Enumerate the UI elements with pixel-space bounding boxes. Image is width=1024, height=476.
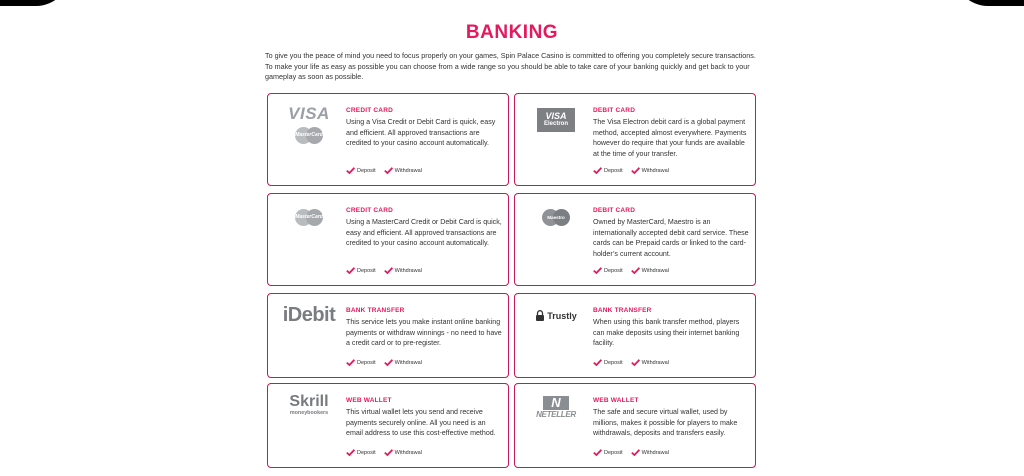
- moneybookers-logo-text: moneybookers: [289, 410, 329, 416]
- card-title: WEB WALLET: [346, 397, 392, 404]
- payment-card-trustly[interactable]: [514, 293, 756, 378]
- top-corner-right: [954, 0, 1024, 6]
- card-options: [593, 449, 669, 456]
- payment-card-neteller[interactable]: [514, 383, 756, 468]
- trustly-logo-text: Trustly: [547, 310, 577, 321]
- withdrawal-label: Withdrawal: [641, 449, 669, 456]
- withdrawal-label: Withdrawal: [641, 167, 669, 174]
- deposit-label: Deposit: [357, 359, 376, 366]
- card-options: [346, 449, 422, 456]
- withdrawal-option: [631, 359, 669, 366]
- checkmark-icon: [593, 359, 602, 366]
- withdrawal-option: [384, 449, 422, 456]
- deposit-label: Deposit: [604, 267, 623, 274]
- card-title: WEB WALLET: [593, 397, 639, 404]
- neteller-logo-text: NETELLER: [536, 410, 576, 419]
- checkmark-icon: [631, 359, 640, 366]
- deposit-label: Deposit: [357, 167, 376, 174]
- card-title: DEBIT CARD: [593, 107, 636, 114]
- deposit-option: [593, 267, 623, 274]
- deposit-option: [346, 449, 376, 456]
- visa-electron-logo: [523, 102, 589, 160]
- withdrawal-label: Withdrawal: [394, 359, 422, 366]
- deposit-option: [346, 167, 376, 174]
- card-options: [346, 267, 422, 274]
- withdrawal-label: Withdrawal: [394, 167, 422, 174]
- withdrawal-option: [631, 449, 669, 456]
- deposit-option: [346, 359, 376, 366]
- electron-logo-text: Electron: [543, 121, 568, 127]
- withdrawal-label: Withdrawal: [641, 359, 669, 366]
- card-options: [593, 267, 669, 274]
- card-options: [593, 359, 669, 366]
- withdrawal-option: [384, 167, 422, 174]
- card-title: BANK TRANSFER: [346, 307, 405, 314]
- deposit-label: Deposit: [357, 449, 376, 456]
- deposit-label: Deposit: [604, 359, 623, 366]
- payment-card-maestro[interactable]: [514, 193, 756, 286]
- card-description: Owned by MasterCard, Maestro is an internationally accepted debit card service. These cards can be Prepaid cards or linked to the card-holder’s current account.: [593, 218, 749, 258]
- card-options: [346, 359, 422, 366]
- withdrawal-label: Withdrawal: [394, 449, 422, 456]
- deposit-option: [593, 449, 623, 456]
- card-options: [346, 167, 422, 174]
- idebit-logo: [276, 302, 342, 360]
- withdrawal-option: [384, 267, 422, 274]
- top-corner-left: [0, 0, 70, 6]
- withdrawal-option: [631, 167, 669, 174]
- mastercard-logo-text: MasterCard: [295, 214, 323, 220]
- skrill-logo: [276, 392, 342, 450]
- checkmark-icon: [384, 267, 393, 274]
- deposit-option: [346, 267, 376, 274]
- deposit-option: [593, 167, 623, 174]
- card-title: CREDIT CARD: [346, 107, 393, 114]
- card-options: [593, 167, 669, 174]
- deposit-label: Deposit: [357, 267, 376, 274]
- card-description: When using this bank transfer method, players can make deposits using their internet banking facility.: [593, 318, 740, 348]
- checkmark-icon: [593, 167, 602, 174]
- card-description: This virtual wallet lets you send and receive payments securely online. All you need is an email address to use this cost-effective method.: [346, 408, 496, 438]
- maestro-logo-text: Maestro: [547, 214, 565, 220]
- withdrawal-label: Withdrawal: [641, 267, 669, 274]
- checkmark-icon: [384, 449, 393, 456]
- checkmark-icon: [384, 167, 393, 174]
- checkmark-icon: [593, 267, 602, 274]
- payment-card-idebit[interactable]: [267, 293, 509, 378]
- checkmark-icon: [631, 167, 640, 174]
- visa-mastercard-logo: [276, 102, 342, 160]
- payment-card-visa-electron[interactable]: [514, 93, 756, 186]
- card-title: BANK TRANSFER: [593, 307, 652, 314]
- maestro-logo: [523, 202, 589, 260]
- card-title: CREDIT CARD: [346, 207, 393, 214]
- checkmark-icon: [631, 267, 640, 274]
- page-title: BANKING: [465, 22, 559, 43]
- idebit-logo-text: iDebit: [282, 304, 336, 326]
- checkmark-icon: [384, 359, 393, 366]
- deposit-label: Deposit: [604, 449, 623, 456]
- payment-card-mastercard[interactable]: [267, 193, 509, 286]
- trustly-logo: [523, 302, 589, 360]
- neteller-n-mark: N: [543, 396, 569, 410]
- skrill-logo-text: Skrill: [289, 393, 329, 410]
- withdrawal-option: [384, 359, 422, 366]
- mastercard-logo-text: MasterCard: [295, 132, 323, 138]
- withdrawal-option: [631, 267, 669, 274]
- checkmark-icon: [346, 267, 355, 274]
- mastercard-circles: [295, 127, 323, 144]
- checkmark-icon: [346, 449, 355, 456]
- mastercard-logo: [276, 202, 342, 260]
- card-description: Using a Visa Credit or Debit Card is quick, easy and efficient. All approved transactions are credited to your casino account automatically.: [346, 118, 496, 148]
- lock-icon: [535, 310, 545, 321]
- checkmark-icon: [346, 167, 355, 174]
- card-description: The Visa Electron debit card is a global payment method, accepted almost everywhere. Payments however do require that your funds are available at the time of your transfer.: [593, 118, 747, 158]
- payment-card-skrill[interactable]: [267, 383, 509, 468]
- checkmark-icon: [346, 359, 355, 366]
- card-description: This service lets you make instant online banking payments or withdraw winnings - no need to have a credit card or to pre-register.: [346, 318, 502, 348]
- card-description: Using a MasterCard Credit or Debit Card is quick, easy and efficient. All approved transactions are credited to your casino account automatically.: [346, 218, 502, 248]
- deposit-option: [593, 359, 623, 366]
- neteller-logo: [523, 392, 589, 450]
- intro-paragraph: To give you the peace of mind you need to focus properly on your games, Spin Palace Casino is committed to offering you completely secure transactions. To make your life as easy as possible you can choose from a wide range so you should be able to take care of your banking quickly and get back to your gameplay as soon as possible.: [265, 51, 756, 82]
- card-title: DEBIT CARD: [593, 207, 636, 214]
- visa-logo-text: VISA: [288, 104, 330, 123]
- deposit-label: Deposit: [604, 167, 623, 174]
- card-description: The safe and secure virtual wallet, used by millions, makes it possible for players to make withdrawals, deposits and transfers easily.: [593, 408, 738, 438]
- checkmark-icon: [593, 449, 602, 456]
- checkmark-icon: [631, 449, 640, 456]
- withdrawal-label: Withdrawal: [394, 267, 422, 274]
- visa-electron-logo-text: VISA: [545, 111, 567, 121]
- payment-card-visa[interactable]: [267, 93, 509, 186]
